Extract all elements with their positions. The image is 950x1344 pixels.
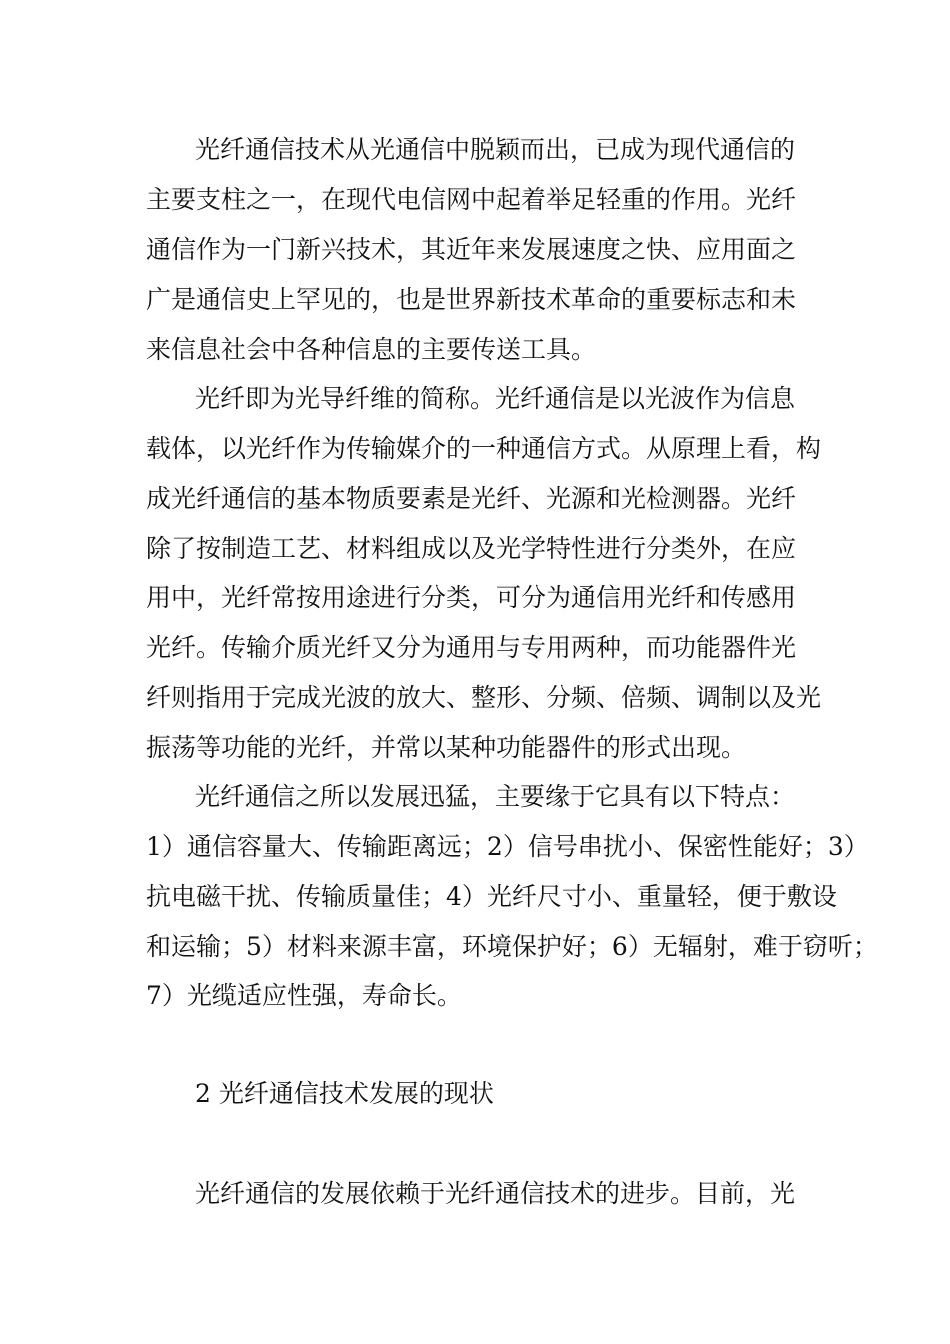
paragraph-line: 光纤即为光导纤维的简称。光纤通信是以光波作为信息 [195,384,796,413]
paragraph-line: 抗电磁干扰、传输质量佳；4）光纤尺寸小、重量轻，便于敷设 [146,882,837,911]
paragraph-line: 载体，以光纤作为传输媒介的一种通信方式。从原理上看，构 [146,434,822,463]
paragraph-line: 通信作为一门新兴技术，其近年来发展速度之快、应用面之 [146,235,797,264]
paragraph-line: 来信息社会中各种信息的主要传送工具。 [146,335,597,364]
paragraph-line: 成光纤通信的基本物质要素是光纤、光源和光检测器。光纤 [146,484,797,513]
paragraph-line: 用中，光纤常按用途进行分类，可分为通信用光纤和传感用 [146,583,797,612]
paragraph-line: 光纤通信之所以发展迅猛，主要缘于它具有以下特点： [195,782,796,811]
paragraph-line: 广是通信史上罕见的，也是世界新技术革命的重要标志和未 [146,285,797,314]
paragraph-line: 1）通信容量大、传输距离远；2）信号串扰小、保密性能好；3） [146,832,869,861]
paragraph-line: 光纤通信的发展依赖于光纤通信技术的进步。目前，光 [195,1179,796,1208]
section-heading: 2 光纤通信技术发展的现状 [195,1079,494,1108]
paragraph-line: 光纤通信技术从光通信中脱颖而出，已成为现代通信的 [195,135,796,164]
paragraph-line: 光纤。传输介质光纤又分为通用与专用两种，而功能器件光 [146,633,797,662]
paragraph-line: 主要支柱之一，在现代电信网中起着举足轻重的作用。光纤 [146,185,797,214]
paragraph-line: 除了按制造工艺、材料组成以及光学特性进行分类外，在应 [146,534,797,563]
paragraph-line: 振荡等功能的光纤，并常以某种功能器件的形式出现。 [146,733,747,762]
paragraph-line: 和运输；5）材料来源丰富，环境保护好；6）无辐射，难于窃听； [146,932,878,961]
paragraph-line: 纤则指用于完成光波的放大、整形、分频、倍频、调制以及光 [146,683,822,712]
paragraph-line: 7）光缆适应性强，寿命长。 [146,981,462,1010]
